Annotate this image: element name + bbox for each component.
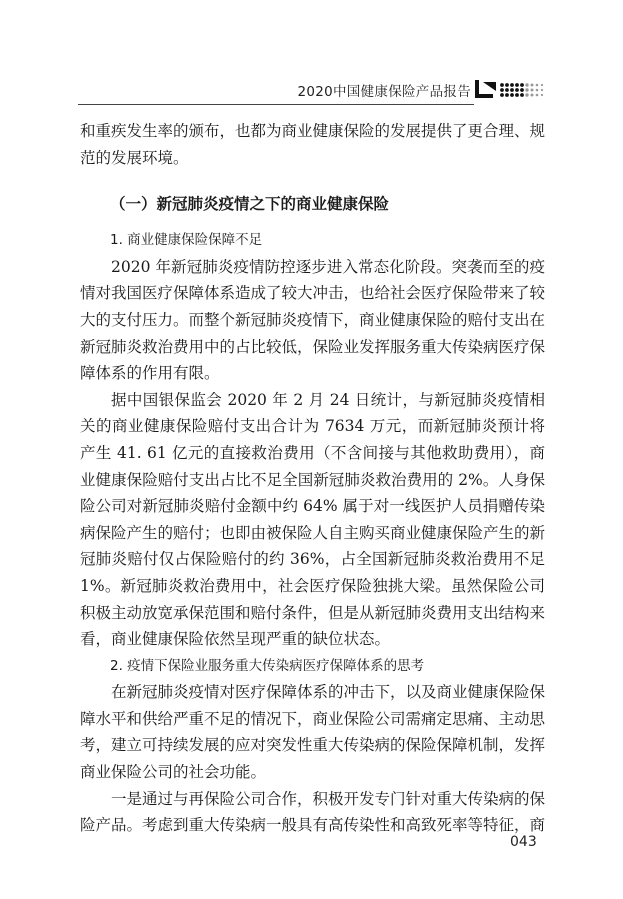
paragraph-3: 在新冠肺炎疫情对医疗保障体系的冲击下，以及商业健康保险保障水平和供给严重不足的情况下，商业保险公司需痛定思痛、主动思考，建立可持续发展的应对突发性重大传染病的保险保障机制，发挥商业保险公司的社会功能。 <box>80 683 546 782</box>
subsection-title-1: 1. 商业健康保险保障不足 <box>110 232 263 249</box>
page-header <box>0 74 623 108</box>
page-number: 043 <box>510 834 537 850</box>
header-logo-icon <box>474 76 546 102</box>
paragraph-1: 2020 年新冠肺炎疫情防控逐步进入常态化阶段。突袭而至的疫情对我国医疗保障体系造成了较大冲击，也给社会医疗保险带来了较大的支付压力。而整个新冠肺炎疫情下，商业健康保险的赔付支出在新冠肺炎救治费用中的占比较低，保险业发挥服务重大传染病医疗保障体系的作用有限。 <box>80 257 546 383</box>
paragraph-4: 一是通过与再保险公司合作，积极开发专门针对重大传染病的保险产品。考虑到重大传染病一般具有高传染性和高致死率等特征，商 <box>80 789 546 835</box>
section-title: （一）新冠肺炎疫情之下的商业健康保险 <box>110 195 390 214</box>
subsection-title-2: 2. 疫情下保险业服务重大传染病医疗保障体系的思考 <box>110 657 425 674</box>
paragraph-continued: 和重疾发生率的颁布，也都为商业健康保险的发展提供了更合理、规范的发展环境。 <box>80 122 546 167</box>
header-rule <box>78 104 474 105</box>
page-body <box>80 118 545 839</box>
header-title: 2020中国健康保险产品报告 <box>297 84 471 100</box>
paragraph-2: 据中国银保监会 2020 年 2 月 24 日统计，与新冠肺炎疫情相关的商业健康保险赔付支出合计为 7634 万元，而新冠肺炎预计将产生 41. 61 亿元的直接救治费用（不含间接与其他救助费用），商业健康保险赔付支出占比不足全国新冠肺炎救治费用的 2%。人身保险公司对新冠肺炎赔付金额中约 64% 属于对一线医护人员捐赠传染病保险产生的赔付；也即由被保险人自主购买商业健康保险产生的新冠肺炎赔付仅占保险赔付的约 36%，占全国新冠肺炎救治费用不足 1%。新冠肺炎救治费用中，社会医疗保险独挑大梁。虽然保险公司积极主动放宽承保范围和赔付条件，但是从新冠肺炎费用支出结构来看，商业健康保险依然呈现严重的缺位状态。 <box>80 390 546 649</box>
